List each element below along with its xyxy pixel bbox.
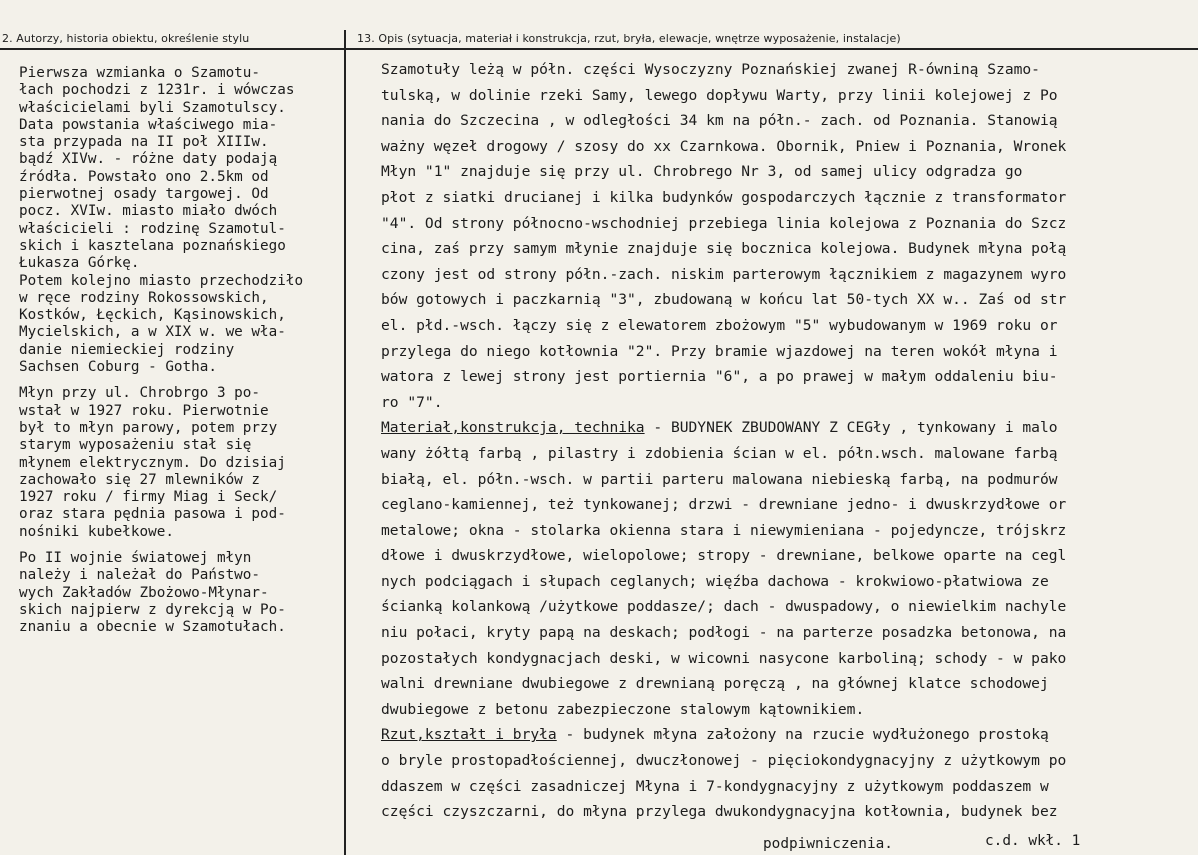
continuation-note: c.d. wkł. 1 [985,833,1081,849]
text-line: bądź XIVw. - różne daty podają [19,151,278,168]
text-line: skich i kasztelana poznańskiego [19,237,286,254]
text-line: danie niemieckiej rodziny [19,341,235,358]
text-line [381,569,1198,595]
line-text: ddaszem w części zasadniczej Młyna i 7-kondygnacyjny z użytkowym poddaszem w [381,777,1049,795]
header-rule [0,48,1198,50]
line-text: walni drewniane dwubiegowe z drewnianą poręczą , na głównej klatce schodowej [381,675,1049,693]
text-line: sta przypada na II poł XIIIw. [19,134,269,151]
left-column-header: 2. Autorzy, historia obiektu, określenie stylu [2,32,250,45]
history-text-column [19,65,341,637]
text-line [381,313,1198,339]
text-line [381,185,1198,211]
text-line [381,236,1198,262]
line-text: części czyszczarni, do młyna przylega dwukondygnacyjna kotłownia, budynek bez [381,803,1058,821]
text-line [381,83,1198,109]
line-text: tulską, w dolinie rzeki Samy, lewego dopływu Warty, przy linii kolejowej z Po [381,86,1058,104]
section-heading: Rzut,kształt i bryła [381,726,557,744]
text-line [381,467,1198,493]
text-line: Sachsen Coburg - Gotha. [19,359,217,376]
text-line [381,134,1198,160]
text-line: należy i należał do Państwo- [19,567,261,584]
text-line: skich najpierw z dyrekcją w Po- [19,601,286,618]
text-line: Pierwsza wzmianka o Szamotu- [19,65,261,81]
text-line: był to młyn parowy, potem przy [19,419,278,436]
text-line [381,441,1198,467]
text-line [381,748,1198,774]
section-heading-line [381,722,1198,748]
text-line: Potem kolejno miasto przechodziło [19,272,304,289]
text-line [381,697,1198,723]
text-line [381,774,1198,800]
text-line: znaniu a obecnie w Szamotułach. [19,619,286,636]
line-text: cina, zaś przy samym młynie znajduje się bocznica kolejowa. Budynek młyna połą [381,240,1067,258]
text-line [381,57,1198,83]
line-text: przylega do niego kotłownia "2". Przy bramie wjazdowej na teren wokół młyna i [381,342,1058,360]
text-line [381,159,1198,185]
right-column-header: 13. Opis (sytuacja, materiał i konstrukcja, rzut, bryła, elewacje, wnętrze wyposażenie, instalacje) [357,32,901,45]
line-text: pozostałych kondygnacjach deski, w wicowni nasycone karboliną; schody - w pako [381,649,1067,667]
text-line: pocz. XVIw. miasto miało dwóch [19,203,278,220]
text-line: Młyn przy ul. Chrobrgo 3 po- [19,385,261,402]
text-line: młynem elektrycznym. Do dzisiaj [19,454,286,471]
line-text: o bryle prostopadłościennej, dwuczłonowej - pięciokondygnacyjny z użytkowym po [381,752,1067,770]
text-line: właścicieli : rodzinę Szamotul- [19,220,286,237]
line-text: "4". Od strony północno-wschodniej przebiega linia kolejowa z Poznania do Szcz [381,214,1067,232]
text-line [381,262,1198,288]
line-text: Młyn "1" znajduje się przy ul. Chrobrego Nr 3, od samej ulicy odgradza go [381,163,1023,181]
line-text: ważny węzeł drogowy / szosy do xx Czarnkowa. Obornik, Pniew i Poznania, Wronek [381,137,1067,155]
line-text: metalowe; okna - stolarka okienna stara i niewymieniana - pojedyncze, trójskrz [381,521,1067,539]
text-line [381,287,1198,313]
text-line [381,671,1198,697]
text-line: wstał w 1927 roku. Pierwotnie [19,402,269,419]
text-line: zachowało się 27 mlewników z [19,471,261,488]
line-text: białą, el. półn.-wsch. w partii parteru malowana niebieską farbą, na podmurów [381,470,1058,488]
text-line [381,646,1198,672]
text-line: łach pochodzi z 1231r. i wówczas [19,82,295,99]
text-line: Kostków, Łęckich, Kąsinowskich, [19,307,286,324]
text-line [381,492,1198,518]
text-line [381,364,1198,390]
line-text: - BUDYNEK ZBUDOWANY Z CEGły , tynkowany i malo [644,419,1058,437]
text-line: wych Zakładów Zbożowo-Młynar- [19,584,269,601]
line-text: bów gotowych i paczkarnią "3", zbudowaną w końcu lat 50-tych XX w.. Zaś od str [381,291,1067,309]
line-text: nania do Szczecina , w odległości 34 km na półn.- zach. od Poznania. Stanowią [381,112,1058,130]
text-line [381,620,1198,646]
line-text: Szamotuły leżą w półn. części Wysoczyzny Poznańskiej zwanej R-ówniną Szamo- [381,61,1040,78]
line-text: dwubiegowe z betonu zabezpieczone stalowym kątownikiem. [381,700,865,718]
text-line: pierwotnej osady targowej. Od [19,186,269,203]
line-text: płot z siatki drucianej i kilka budynków gospodarczych łącznie z transformator [381,188,1067,206]
line-text: watora z lewej strony jest portiernia "6", a po prawej w małym oddaleniu biu- [381,368,1058,386]
column-divider [344,30,346,855]
line-text: ceglano-kamiennej, też tynkowanej; drzwi - drewniane jedno- i dwuskrzydłowe or [381,496,1067,514]
line-text: wany żółtą farbą , pilastry i zdobienia ścian w el. półn.wsch. malowane farbą [381,444,1058,462]
text-line: Łukasza Górkę. [19,255,140,272]
text-line: 1927 roku / firmy Miag i Seck/ [19,489,278,506]
text-line [381,339,1198,365]
line-text: ro "7". [381,393,443,411]
text-line: w ręce rodziny Rokossowskich, [19,289,269,306]
text-line [381,518,1198,544]
line-text: niu połaci, kryty papą na deskach; podłogi - na parterze posadzka betonowa, na [381,624,1067,642]
line-text: dłowe i dwuskrzydłowe, wielopolowe; stropy - drewniane, belkowe oparte na cegl [381,547,1067,565]
text-line [381,108,1198,134]
line-text: - budynek młyna założony na rzucie wydłużonego prostoką [556,726,1049,744]
paragraph-gap [19,541,341,550]
text-line: oraz stara pędnia pasowa i pod- [19,506,286,523]
text-line: nośniki kubełkowe. [19,523,174,540]
line-text: czony jest od strony półn.-zach. niskim parterowym łącznikiem z magazynem wyro [381,265,1067,283]
description-text-column [381,57,1198,825]
text-line: Mycielskich, a w XIX w. we wła- [19,324,286,341]
footer-last-line: podpiwniczenia. [763,836,893,852]
section-heading-line [381,415,1198,441]
line-text: ścianką kolankową /użytkowe poddasze/; dach - dwuspadowy, o niewielkim nachyle [381,598,1067,616]
text-line: Data powstania właściwego mia- [19,116,278,133]
section-heading: Materiał,konstrukcja, technika [381,419,645,437]
paragraph-gap [19,376,341,385]
text-line [381,543,1198,569]
text-line: właścicielami byli Szamotulscy. [19,99,286,116]
text-line: starym wyposażeniu stał się [19,437,252,454]
line-text: nych podciągach i słupach ceglanych; więźba dachowa - krokwiowo-płatwiowa ze [381,572,1049,590]
text-line [381,211,1198,237]
text-line [381,390,1198,416]
text-line [381,594,1198,620]
line-text: el. płd.-wsch. łączy się z elewatorem zbożowym "5" wybudowanym w 1969 roku or [381,316,1058,334]
text-line: Po II wojnie światowej młyn [19,550,252,567]
text-line: źródła. Powstało ono 2.5km od [19,168,269,185]
text-line [381,799,1198,825]
